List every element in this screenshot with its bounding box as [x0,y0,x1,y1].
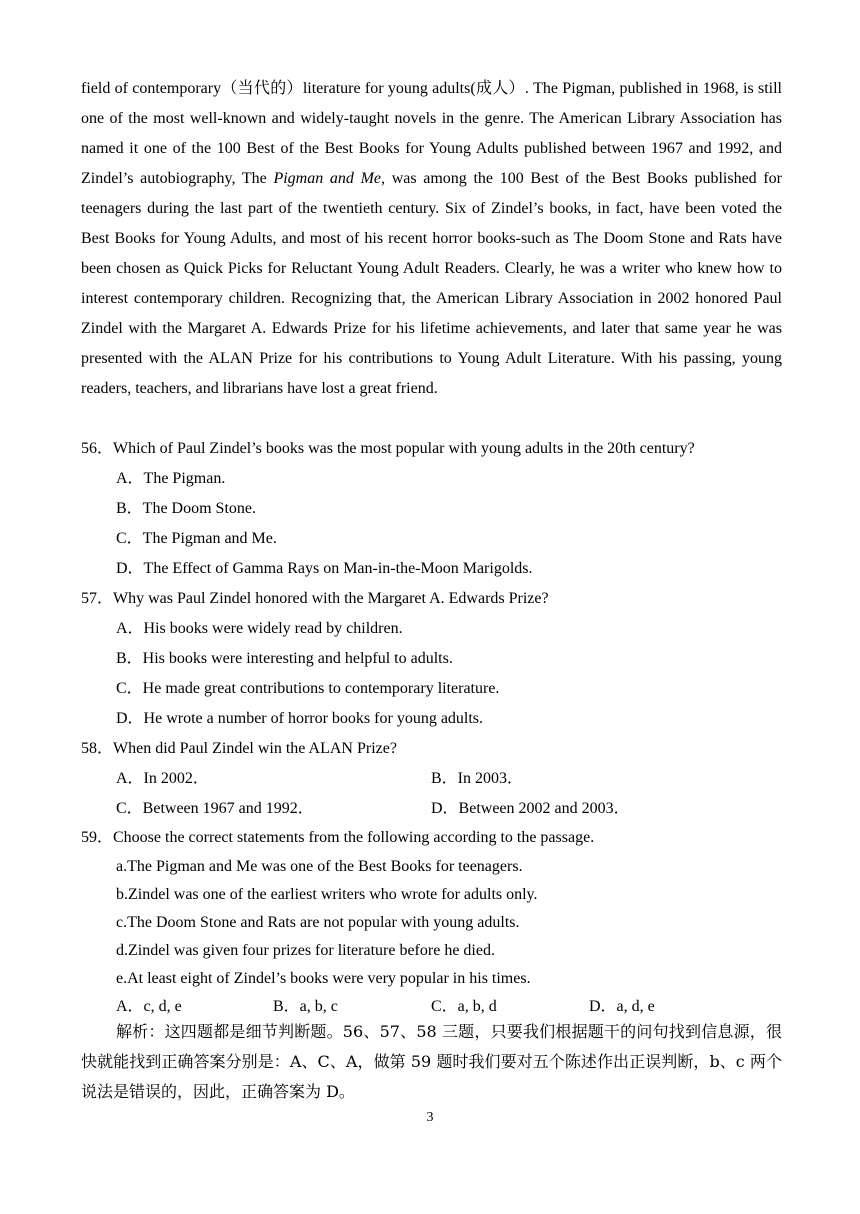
page-number: 3 [426,1110,434,1125]
question-58-option-b: B．In 2003． [431,770,524,787]
passage-italic-title: Pigman and Me [273,170,382,187]
question-57-option-c: C．He made great contributions to contemporary literature. [116,680,500,697]
question-57-stem: 57．Why was Paul Zindel honored with the Margaret A. Edwards Prize? [81,590,549,607]
explanation-text: 解析：这四题都是细节判断题。56、57、58 三题，只要我们根据题干的问句找到信息源，很快就能找到正确答案分别是：A、C、A，做第 59 题时我们要对五个陈述作出正误判断，b、c 两个说法是错误的，因此，正确答案为 D。 [81,1022,782,1101]
passage-paragraph [81,74,782,404]
question-59-statement-b: b.Zindel was one of the earliest writers who wrote for adults only. [116,886,538,903]
question-59-stem: 59．Choose the correct statements from the following according to the passage. [81,829,595,846]
question-58-option-c: C．Between 1967 and 1992． [116,800,314,817]
question-57-option-d: D．He wrote a number of horror books for young adults. [116,710,484,727]
question-56-option-b: B．The Doom Stone. [116,500,256,517]
question-59-option-a: A．c, d, e [116,998,182,1015]
question-59-option-c: C．a, b, d [431,998,497,1015]
question-56-option-c: C．The Pigman and Me. [116,530,277,547]
passage-text-2: , was among the 100 Best of the Best Books published for teenagers during the last part of the twentieth century. Six of Zindel’s books, in fact, have been voted the Best Books for Young Adults, and most of his recent horror books-such as The Doom Stone and Rats have been chosen as Quick Picks for Reluctant Young Adult Readers. Clearly, he was a writer who knew how to interest contemporary children. Recognizing that, the American Library Association in 2002 honored Paul Zindel with the Margaret A. Edwards Prize for his lifetime achievements, and later that same year he was presented with the ALAN Prize for his contributions to Young Adult Literature. With his passing, young readers, teachers, and librarians have lost a great friend. [81,170,783,397]
passage-text-1: field of contemporary（当代的）literature for young adults(成人）. The Pigman, published in 1968, is still one of the most well-known and widely-taught novels in the genre. The American Library Association has named it one of the 100 Best of the Best Books for Young Adults published between 1967 and 1992, and Zindel’s autobiography, The [81,80,782,187]
question-58-option-d: D．Between 2002 and 2003． [431,800,630,817]
question-56-stem: 56．Which of Paul Zindel’s books was the most popular with young adults in the 20th century? [81,440,695,457]
question-57-option-a: A．His books were widely read by children. [116,620,403,637]
question-58-stem: 58．When did Paul Zindel win the ALAN Prize? [81,740,397,757]
question-59-statement-c: c.The Doom Stone and Rats are not popular with young adults. [116,914,520,931]
question-59-option-d: D．a, d, e [589,998,655,1015]
question-56-option-d: D．The Effect of Gamma Rays on Man-in-the-Moon Marigolds. [116,560,533,577]
question-57-option-b: B．His books were interesting and helpful to adults. [116,650,453,667]
answer-explanation [81,1017,782,1107]
question-58-option-a: A．In 2002． [116,770,209,787]
reading-passage [81,74,782,404]
question-56-option-a: A．The Pigman. [116,470,226,487]
question-59-statement-d: d.Zindel was given four prizes for literature before he died. [116,942,495,959]
question-59-statement-e: e.At least eight of Zindel’s books were very popular in his times. [116,970,531,987]
question-59-option-b: B．a, b, c [273,998,338,1015]
question-59-statement-a: a.The Pigman and Me was one of the Best Books for teenagers. [116,858,523,875]
